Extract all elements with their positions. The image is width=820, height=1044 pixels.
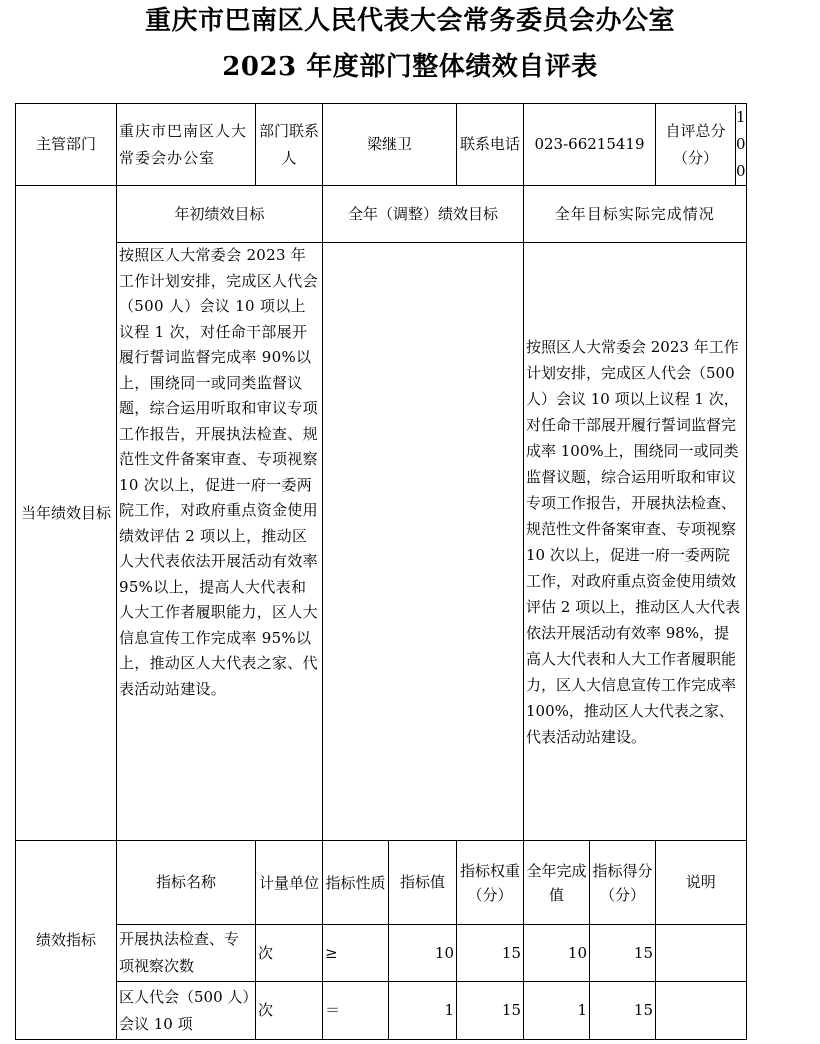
hdr-score: 指标得分（分） xyxy=(590,841,656,925)
contact-person: 梁继卫 xyxy=(323,104,457,186)
indicator-note xyxy=(656,925,747,982)
document-subtitle: 2023 年度部门整体绩效自评表 xyxy=(222,52,598,82)
col-adjusted-goal: 全年（调整）绩效目标 xyxy=(323,186,524,243)
goals-header-row xyxy=(16,186,747,243)
hdr-unit: 计量单位 xyxy=(256,841,323,925)
hdr-nature: 指标性质 xyxy=(323,841,389,925)
phone-value: 023-66215419 xyxy=(524,104,656,186)
adjusted-goal-text xyxy=(323,243,524,841)
indicator-nature: ≥ xyxy=(323,925,389,982)
indicator-score: 15 xyxy=(590,982,656,1040)
table-row xyxy=(16,925,747,982)
col-initial-goal: 年初绩效目标 xyxy=(117,186,323,243)
indicators-header-row xyxy=(16,841,747,925)
indicator-unit: 次 xyxy=(256,982,323,1040)
indicator-score: 15 xyxy=(590,925,656,982)
initial-goal-text: 按照区人大常委会 2023 年工作计划安排，完成区人代会（500 人）会议 10 项以上议程 1 次，对任命干部展开履行誓词监督完成率 90%以上，围绕同一或同类监督议题，综合运用听取和审议专项工作报告，开展执法检查、规范性文件备案审查、专项视察 10 次以上，促进一府一委两院工作，对政府重点资金使用绩效评估 2 项以上，推动区人大代表依法开展活动有效率 95%以上，提高人大代表和人大工作者履职能力，区人大信息宣传工作完成率 95%以上，推动区人大代表之家、代表活动站建设。 xyxy=(117,243,323,841)
table-row xyxy=(16,982,747,1040)
hdr-note: 说明 xyxy=(656,841,747,925)
col-actual-completion: 全年目标实际完成情况 xyxy=(524,186,747,243)
hdr-weight: 指标权重（分） xyxy=(457,841,524,925)
goals-section-label: 当年绩效目标 xyxy=(16,186,117,841)
hdr-indicator-name: 指标名称 xyxy=(117,841,256,925)
dept-label: 主管部门 xyxy=(16,104,117,186)
document-title: 重庆市巴南区人民代表大会常务委员会办公室 xyxy=(144,6,675,36)
hdr-actual: 全年完成值 xyxy=(524,841,590,925)
phone-label: 联系电话 xyxy=(457,104,524,186)
indicator-weight: 15 xyxy=(457,925,524,982)
indicator-actual: 1 xyxy=(524,982,590,1040)
indicator-value: 1 xyxy=(389,982,457,1040)
indicator-note xyxy=(656,982,747,1040)
performance-table xyxy=(15,103,747,1040)
indicator-unit: 次 xyxy=(256,925,323,982)
department-info-row xyxy=(16,104,747,186)
indicator-name: 开展执法检查、专项视察次数 xyxy=(117,925,256,982)
indicator-nature: ＝ xyxy=(323,982,389,1040)
score-label: 自评总分（分） xyxy=(656,105,736,185)
score-cell xyxy=(656,104,747,186)
indicator-weight: 15 xyxy=(457,982,524,1040)
score-value: 100 xyxy=(736,108,746,180)
hdr-value: 指标值 xyxy=(389,841,457,925)
indicator-name: 区人代会（500 人）会议 10 项 xyxy=(117,982,256,1040)
contact-dept-label: 部门联系人 xyxy=(256,104,323,186)
dept-value: 重庆市巴南区人大常委会办公室 xyxy=(117,104,256,186)
indicator-value: 10 xyxy=(389,925,457,982)
indicators-section-label: 绩效指标 xyxy=(16,841,117,1040)
goals-content-row xyxy=(16,243,747,841)
actual-completion-text: 按照区人大常委会 2023 年工作计划安排，完成区人代会（500 人）会议 10 项以上议程 1 次，对任命干部展开履行誓词监督完成率 100%上，围绕同一或同类监督议题，综合运用听取和审议专项工作报告，开展执法检查、规范性文件备案审查、专项视察 10 次以上，促进一府一委两院工作，对政府重点资金使用绩效评估 2 项以上，推动区人大代表依法开展活动有效率 98%，提高人大代表和人大工作者履职能力，区人大信息宣传工作完成率 100%，推动区人大代表之家、代表活动站建设。 xyxy=(524,243,747,841)
indicator-actual: 10 xyxy=(524,925,590,982)
